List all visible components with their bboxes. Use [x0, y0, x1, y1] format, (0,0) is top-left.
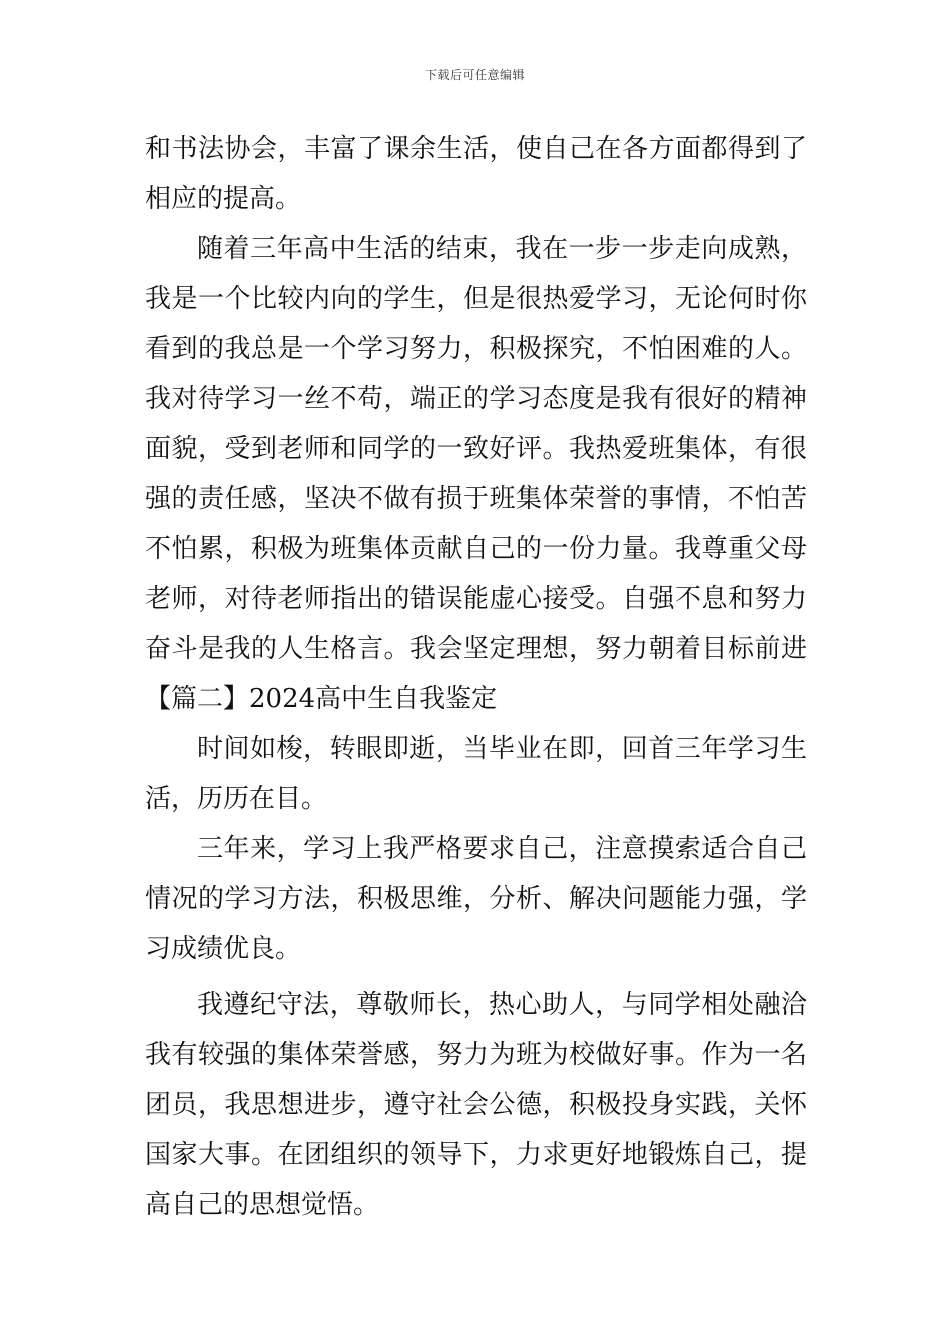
- text-line: 我有较强的集体荣誉感，努力为班为校做好事。作为一名: [145, 1040, 807, 1070]
- text-line: 和书法协会，丰富了课余生活，使自己在各方面都得到了: [145, 134, 807, 164]
- text-line: 相应的提高。: [145, 184, 302, 214]
- text-line: 老师，对待老师指出的错误能虚心接受。自强不息和努力: [145, 584, 807, 614]
- paragraph: [145, 724, 807, 824]
- text-line: 情况的学习方法，积极思维，分析、解决问题能力强，学: [145, 884, 807, 914]
- page-header: 下载后可任意编辑: [424, 68, 525, 82]
- text-line: 高自己的思想觉悟。: [145, 1190, 380, 1220]
- paragraph: [145, 980, 807, 1230]
- text-line: 三年来，学习上我严格要求自己，注意摸索适合自己: [197, 834, 807, 864]
- text-line: 随着三年高中生活的结束，我在一步一步走向成熟，: [197, 234, 807, 264]
- text-line: 看到的我总是一个学习努力，积极探究，不怕困难的人。: [145, 334, 807, 364]
- text-line: 习成绩优良。: [145, 934, 302, 964]
- document-body: [145, 124, 807, 1230]
- text-line: 时间如梭，转眼即逝，当毕业在即，回首三年学习生: [197, 734, 807, 764]
- text-line: 团员，我思想进步，遵守社会公德，积极投身实践，关怀: [145, 1090, 807, 1120]
- text-line: 我遵纪守法，尊敬师长，热心助人，与同学相处融洽: [197, 990, 807, 1020]
- text-line: 活，历历在目。: [145, 784, 328, 814]
- text-line: 我对待学习一丝不苟，端正的学习态度是我有很好的精神: [145, 384, 807, 414]
- text-line: 不怕累，积极为班集体贡献自己的一份力量。我尊重父母: [145, 534, 807, 564]
- text-line: 奋斗是我的人生格言。我会坚定理想，努力朝着目标前进: [145, 634, 807, 664]
- paragraph: [145, 124, 807, 224]
- text-line: 国家大事。在团组织的领导下，力求更好地锻炼自己，提: [145, 1140, 807, 1170]
- paragraph: [145, 224, 807, 674]
- section-heading: 【篇二】2024高中生自我鉴定: [145, 684, 498, 714]
- text-line: 强的责任感，坚决不做有损于班集体荣誉的事情，不怕苦: [145, 484, 807, 514]
- text-line: 我是一个比较内向的学生，但是很热爱学习，无论何时你: [145, 284, 807, 314]
- paragraph: [145, 824, 807, 974]
- text-line: 面貌，受到老师和同学的一致好评。我热爱班集体，有很: [145, 434, 807, 464]
